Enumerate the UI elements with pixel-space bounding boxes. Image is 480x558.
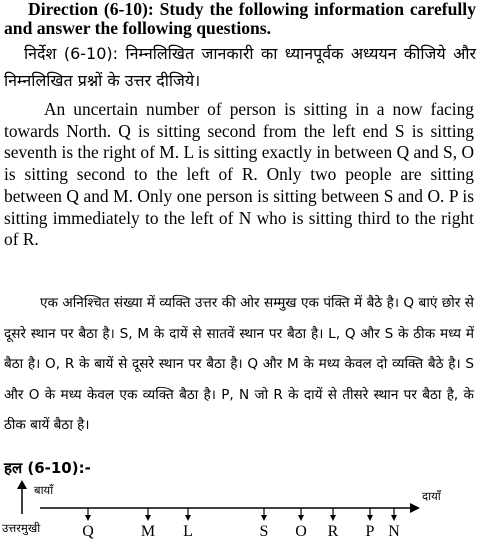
- down-arrow-icon: [85, 515, 91, 521]
- direction-english: Direction (6-10): Study the following information carefully and answer the following questions.: [4, 0, 476, 38]
- down-arrow-icon: [367, 515, 373, 521]
- right-arrowhead-icon: [410, 503, 420, 513]
- person-label: O: [295, 523, 307, 540]
- right-direction-label: दायाँ: [422, 489, 441, 503]
- north-arrowhead-icon: [17, 480, 27, 489]
- seating-diagram: [0, 478, 480, 558]
- person-label: Q: [82, 523, 94, 540]
- left-direction-label: बायाँ: [34, 483, 54, 497]
- down-arrow-icon: [185, 515, 191, 521]
- down-arrow-icon: [261, 515, 267, 521]
- down-arrow-icon: [330, 515, 336, 521]
- solution-heading: हल (6-10):-: [4, 459, 91, 477]
- person-label: S: [259, 523, 269, 540]
- persons-group: [82, 508, 400, 540]
- person-label: M: [140, 523, 156, 540]
- passage-hindi: एक अनिश्चित संख्या में व्यक्ति उत्तर की ओर सम्मुख एक पंक्ति में बैठे है। Q बाएं छोर से दूसरे स्थान पर बैठा है। S, M के दायें से सातवें स्थान पर बैठा है। L, Q और S के ठीक मध्य में बैठा है। O, R के बायें से दूसरे स्थान पर बैठा है। Q और M के मध्य केवल दो व्यक्ति बैठे है। S और O के मध्य केवल एक व्यक्ति बैठा है। P, N जो R के दायें से तीसरे स्थान पर बैठा है, के ठीक बायें बैठा है।: [4, 295, 474, 433]
- person-label: L: [183, 523, 193, 540]
- person-label: R: [327, 523, 339, 540]
- passage-english: An uncertain number of person is sitting in a now facing towards North. Q is sitting second from the left end S is sitting seventh is the right of M. L is sitting exactly in between Q and S, O is sitting second to the left of R. Only two people are sitting between Q and M. Only one person is sitting between S and O. P is sitting immediately to the left of N who is sitting third to the right of R.: [4, 99, 474, 250]
- person-label: N: [388, 523, 400, 540]
- down-arrow-icon: [298, 515, 304, 521]
- direction-hindi: निर्देश (6-10): निम्नलिखित जानकारी का ध्यानपूर्वक अध्ययन कीजिये और निम्नलिखित प्रश्नों के उत्तर दीजिये।: [4, 44, 476, 90]
- down-arrow-icon: [145, 515, 151, 521]
- person-label: P: [365, 523, 375, 540]
- down-arrow-icon: [391, 515, 397, 521]
- facing-north-label: उत्तरमुखी: [2, 521, 41, 535]
